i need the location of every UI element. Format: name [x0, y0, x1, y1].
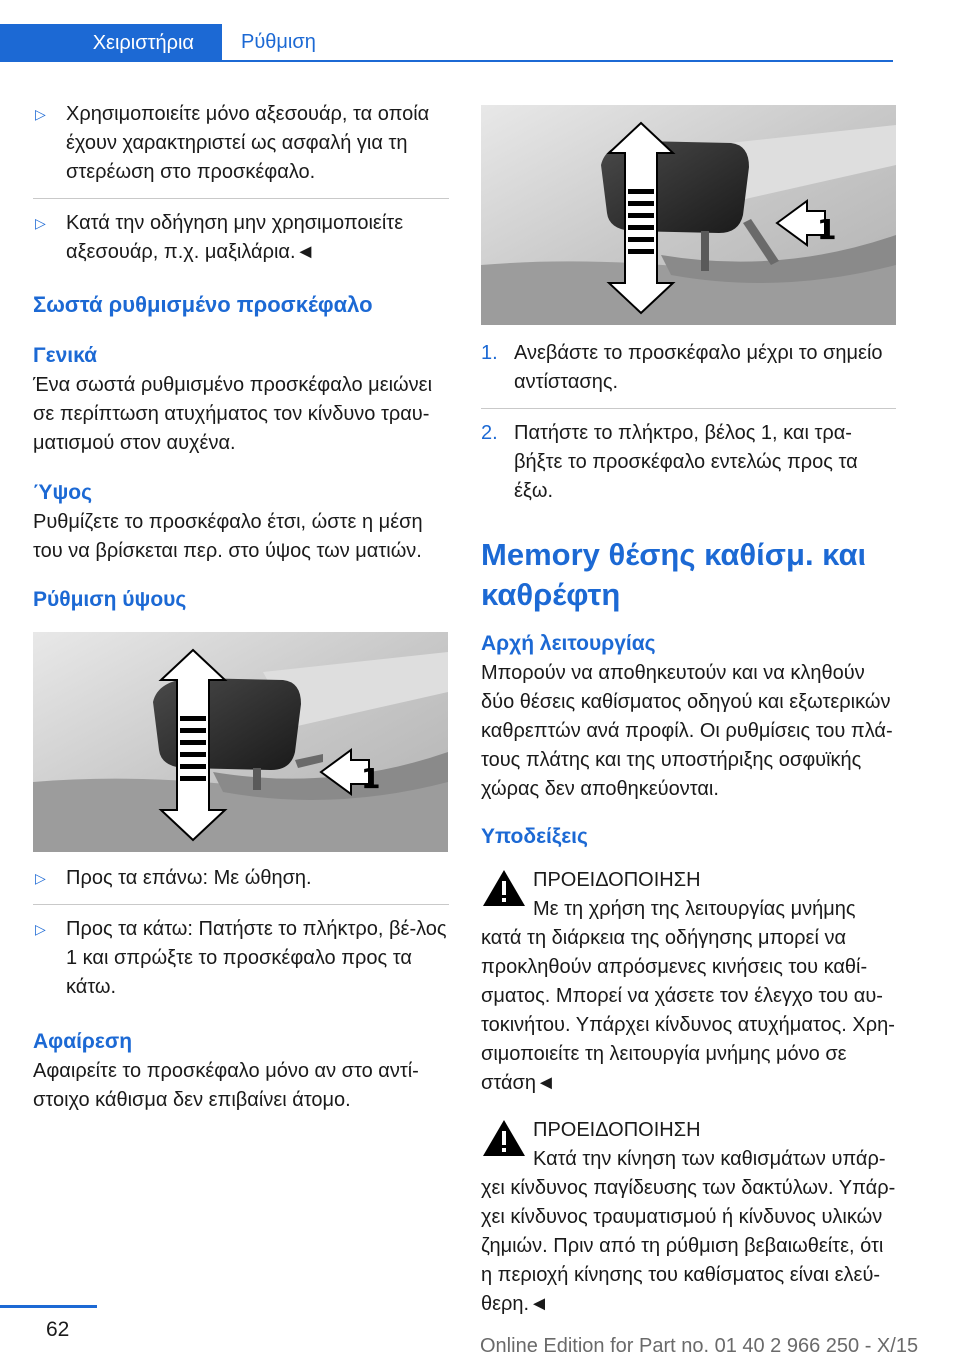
- heading-height-adjust: Ρύθμιση ύψους: [33, 588, 187, 611]
- headrest-removal-figure: [481, 105, 896, 325]
- svg-text:1: 1: [361, 762, 381, 795]
- warning-title: ΠΡΟΕΙΔΟΠΟΙΗΣΗ: [533, 1119, 701, 1141]
- tab-settings[interactable]: Ρύθμιση: [222, 24, 893, 62]
- text-removal: Αφαιρείτε το προσκέφαλο μόνο αν στο αντί‐στοιχο κάθισμα δεν επιβαίνει άτομο.: [33, 1060, 419, 1111]
- subheading-height: Ύψος: [33, 481, 93, 504]
- warning-block: [481, 866, 896, 1098]
- heading-memory: Memory θέσης καθίσμ. και καθρέφτη: [481, 537, 867, 612]
- footer-edition: Online Edition for Part no. 01 40 2 966 250 - X/15: [480, 1335, 919, 1357]
- warning-text: χει κίνδυνος παγίδευσης των δακτύλων. Υπάρ‐χει κίνδυνος τραυματισμού ή κίνδυνος υλικών ζημιών. Πριν από τη ρύθμιση βεβαιωθείτε, ότι η περιοχή κίνησης του καθίσματος είναι ελεύ‐θερη.◄: [481, 1177, 896, 1315]
- left-column: [33, 100, 449, 1115]
- subheading-notes: Υποδείξεις: [481, 825, 588, 848]
- triangle-right-icon: ▷: [35, 870, 46, 886]
- warning-block: [481, 1116, 896, 1319]
- warning-triangle-icon: [481, 868, 527, 908]
- page-number: 62: [46, 1318, 70, 1341]
- list-item: ▷ Κατά την οδήγηση μην χρησιμοποιείτε αξεσουάρ, π.χ. μαξιλάρια.◄: [33, 209, 449, 278]
- warning-text: κατά τη διάρκεια της οδήγησης μπορεί να προκληθούν απρόσμενες κινήσεις του καθί‐σματος. Μπορεί να χάσετε τον έλεγχο του αυ‐τοκινήτου. Υπάρχει κίνδυνος ατυχήματος. Χρη‐σιμοποιείτε τη λειτουργία μνήμης μόνο σε στάση◄: [481, 927, 895, 1094]
- triangle-right-icon: ▷: [35, 106, 46, 122]
- steps-list: [481, 339, 896, 517]
- tab-controls[interactable]: Χειριστήρια: [0, 24, 222, 62]
- svg-text:1: 1: [817, 213, 837, 246]
- warning-text-first: Με τη χρήση της λειτουργίας μνήμης: [533, 898, 856, 920]
- header-tabbar: [0, 0, 893, 62]
- warning-triangle-icon: [481, 1118, 527, 1158]
- list-item: ▷ Προς τα κάτω: Πατήστε το πλήκτρο, βέ‐λος 1 και σπρώξτε το προσκέφαλο προς τα κάτω.: [33, 915, 449, 1013]
- subheading-principle: Αρχή λειτουργίας: [481, 632, 656, 655]
- subheading-general: Γενικά: [33, 344, 98, 367]
- footer-rule: [0, 1305, 97, 1308]
- bullet-list-accessories: [33, 100, 449, 278]
- list-item: 1. Ανεβάστε το προσκέφαλο μέχρι το σημείο αντίστασης.: [481, 339, 896, 409]
- list-item: ▷ Προς τα επάνω: Με ώθηση.: [33, 864, 449, 905]
- text-height: Ρυθμίζετε το προσκέφαλο έτσι, ώστε η μέση του να βρίσκεται περ. στο ύψος των ματιών.: [33, 511, 423, 562]
- warning-text-first: Κατά την κίνηση των καθισμάτων υπάρ‐: [533, 1148, 886, 1170]
- text-general: Ένα σωστά ρυθμισμένο προσκέφαλο μειώνει σε περίπτωση ατυχήματος τον κίνδυνο τραυ‐ματισμού στον αυχένα.: [33, 374, 433, 454]
- heading-correct-headrest: Σωστά ρυθμισμένο προσκέφαλο: [33, 292, 373, 317]
- bullet-list-adjust: [33, 864, 449, 1013]
- list-item: 2. Πατήστε το πλήκτρο, βέλος 1, και τρα‐βήξτε το προσκέφαλο εντελώς προς τα έξω.: [481, 422, 858, 502]
- heading-removal: Αφαίρεση: [33, 1030, 133, 1053]
- right-column: [481, 105, 896, 1319]
- text-principle: Μπορούν να αποθηκευτούν και να κληθούν δύο θέσεις καθίσματος οδηγού και εξωτερικών καθρεπτών ανά προφίλ. Οι ρυθμίσεις του πλά‐τους πλάτης και της υποστήριξης οσφυϊκής χώρας δεν αποθηκεύονται.: [481, 662, 893, 800]
- triangle-right-icon: ▷: [35, 921, 46, 937]
- list-item: ▷ Χρησιμοποιείτε μόνο αξεσουάρ, τα οποία έχουν χαρακτηριστεί ως ασφαλή για τη στερέωση στο προσκέφαλο.: [33, 100, 449, 199]
- triangle-right-icon: ▷: [35, 215, 46, 231]
- warning-title: ΠΡΟΕΙΔΟΠΟΙΗΣΗ: [533, 869, 701, 891]
- headrest-illustration: [481, 105, 896, 325]
- headrest-height-figure: [33, 632, 448, 852]
- headrest-illustration: [33, 632, 448, 852]
